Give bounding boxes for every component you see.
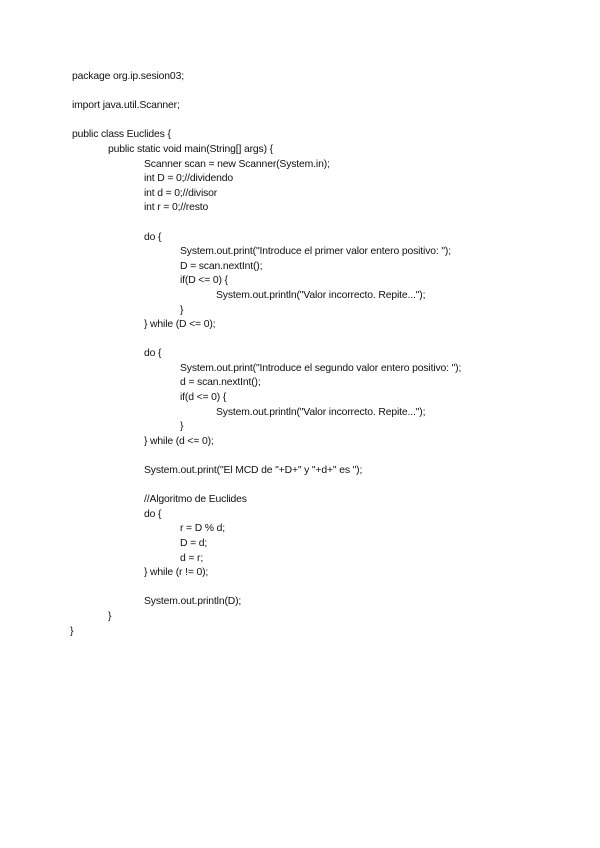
code-line: r = D % d; [180, 523, 225, 535]
code-line: } [108, 610, 112, 622]
code-line: import java.util.Scanner; [72, 100, 180, 112]
code-line: D = scan.nextInt(); [180, 260, 263, 272]
blank-line [72, 581, 592, 596]
blank-line [72, 85, 592, 100]
code-line: int r = 0;//resto [144, 202, 209, 214]
code-line: } [180, 421, 184, 433]
code-line: package org.ip.sesion03; [72, 71, 184, 82]
code-line: } while (D <= 0); [144, 319, 216, 331]
code-line: if(D <= 0) { [180, 275, 228, 287]
code-line: int D = 0;//dividendo [144, 173, 233, 185]
code-line: } while (d <= 0); [144, 435, 214, 447]
blank-line [72, 449, 592, 464]
code-line: System.out.print("El MCD de "+D+" y "+d+" es "); [144, 465, 363, 477]
code-line: System.out.print("Introduce el segundo valor entero positivo: "); [180, 362, 462, 374]
blank-line [72, 333, 592, 348]
code-line: int d = 0;//divisor [144, 187, 218, 199]
code-line: d = scan.nextInt(); [180, 377, 261, 389]
code-line: Scanner scan = new Scanner(System.in); [144, 158, 330, 170]
code-comment: //Algoritmo de Euclides [144, 494, 247, 506]
code-line: D = d; [180, 538, 208, 549]
code-line: do { [144, 348, 162, 360]
code-line: if(d <= 0) { [180, 392, 227, 404]
code-line: } [70, 625, 74, 637]
code-line: System.out.print("Introduce el primer valor entero positivo: "); [180, 246, 451, 258]
code-listing [72, 70, 592, 639]
code-line: System.out.println("Valor incorrecto. Repite..."); [216, 406, 426, 418]
code-line: d = r; [180, 552, 204, 564]
blank-line [72, 479, 592, 494]
code-line: public static void main(String[] args) { [108, 143, 273, 155]
blank-line [72, 114, 592, 129]
code-line: do { [144, 231, 162, 243]
code-line: do { [144, 508, 162, 520]
code-line: } [180, 304, 184, 316]
code-line: public class Euclides { [72, 129, 171, 141]
code-line: } while (r != 0); [144, 567, 209, 579]
code-line: System.out.println("Valor incorrecto. Repite..."); [216, 289, 426, 301]
code-line: System.out.println(D); [144, 596, 242, 608]
blank-line [72, 216, 592, 231]
